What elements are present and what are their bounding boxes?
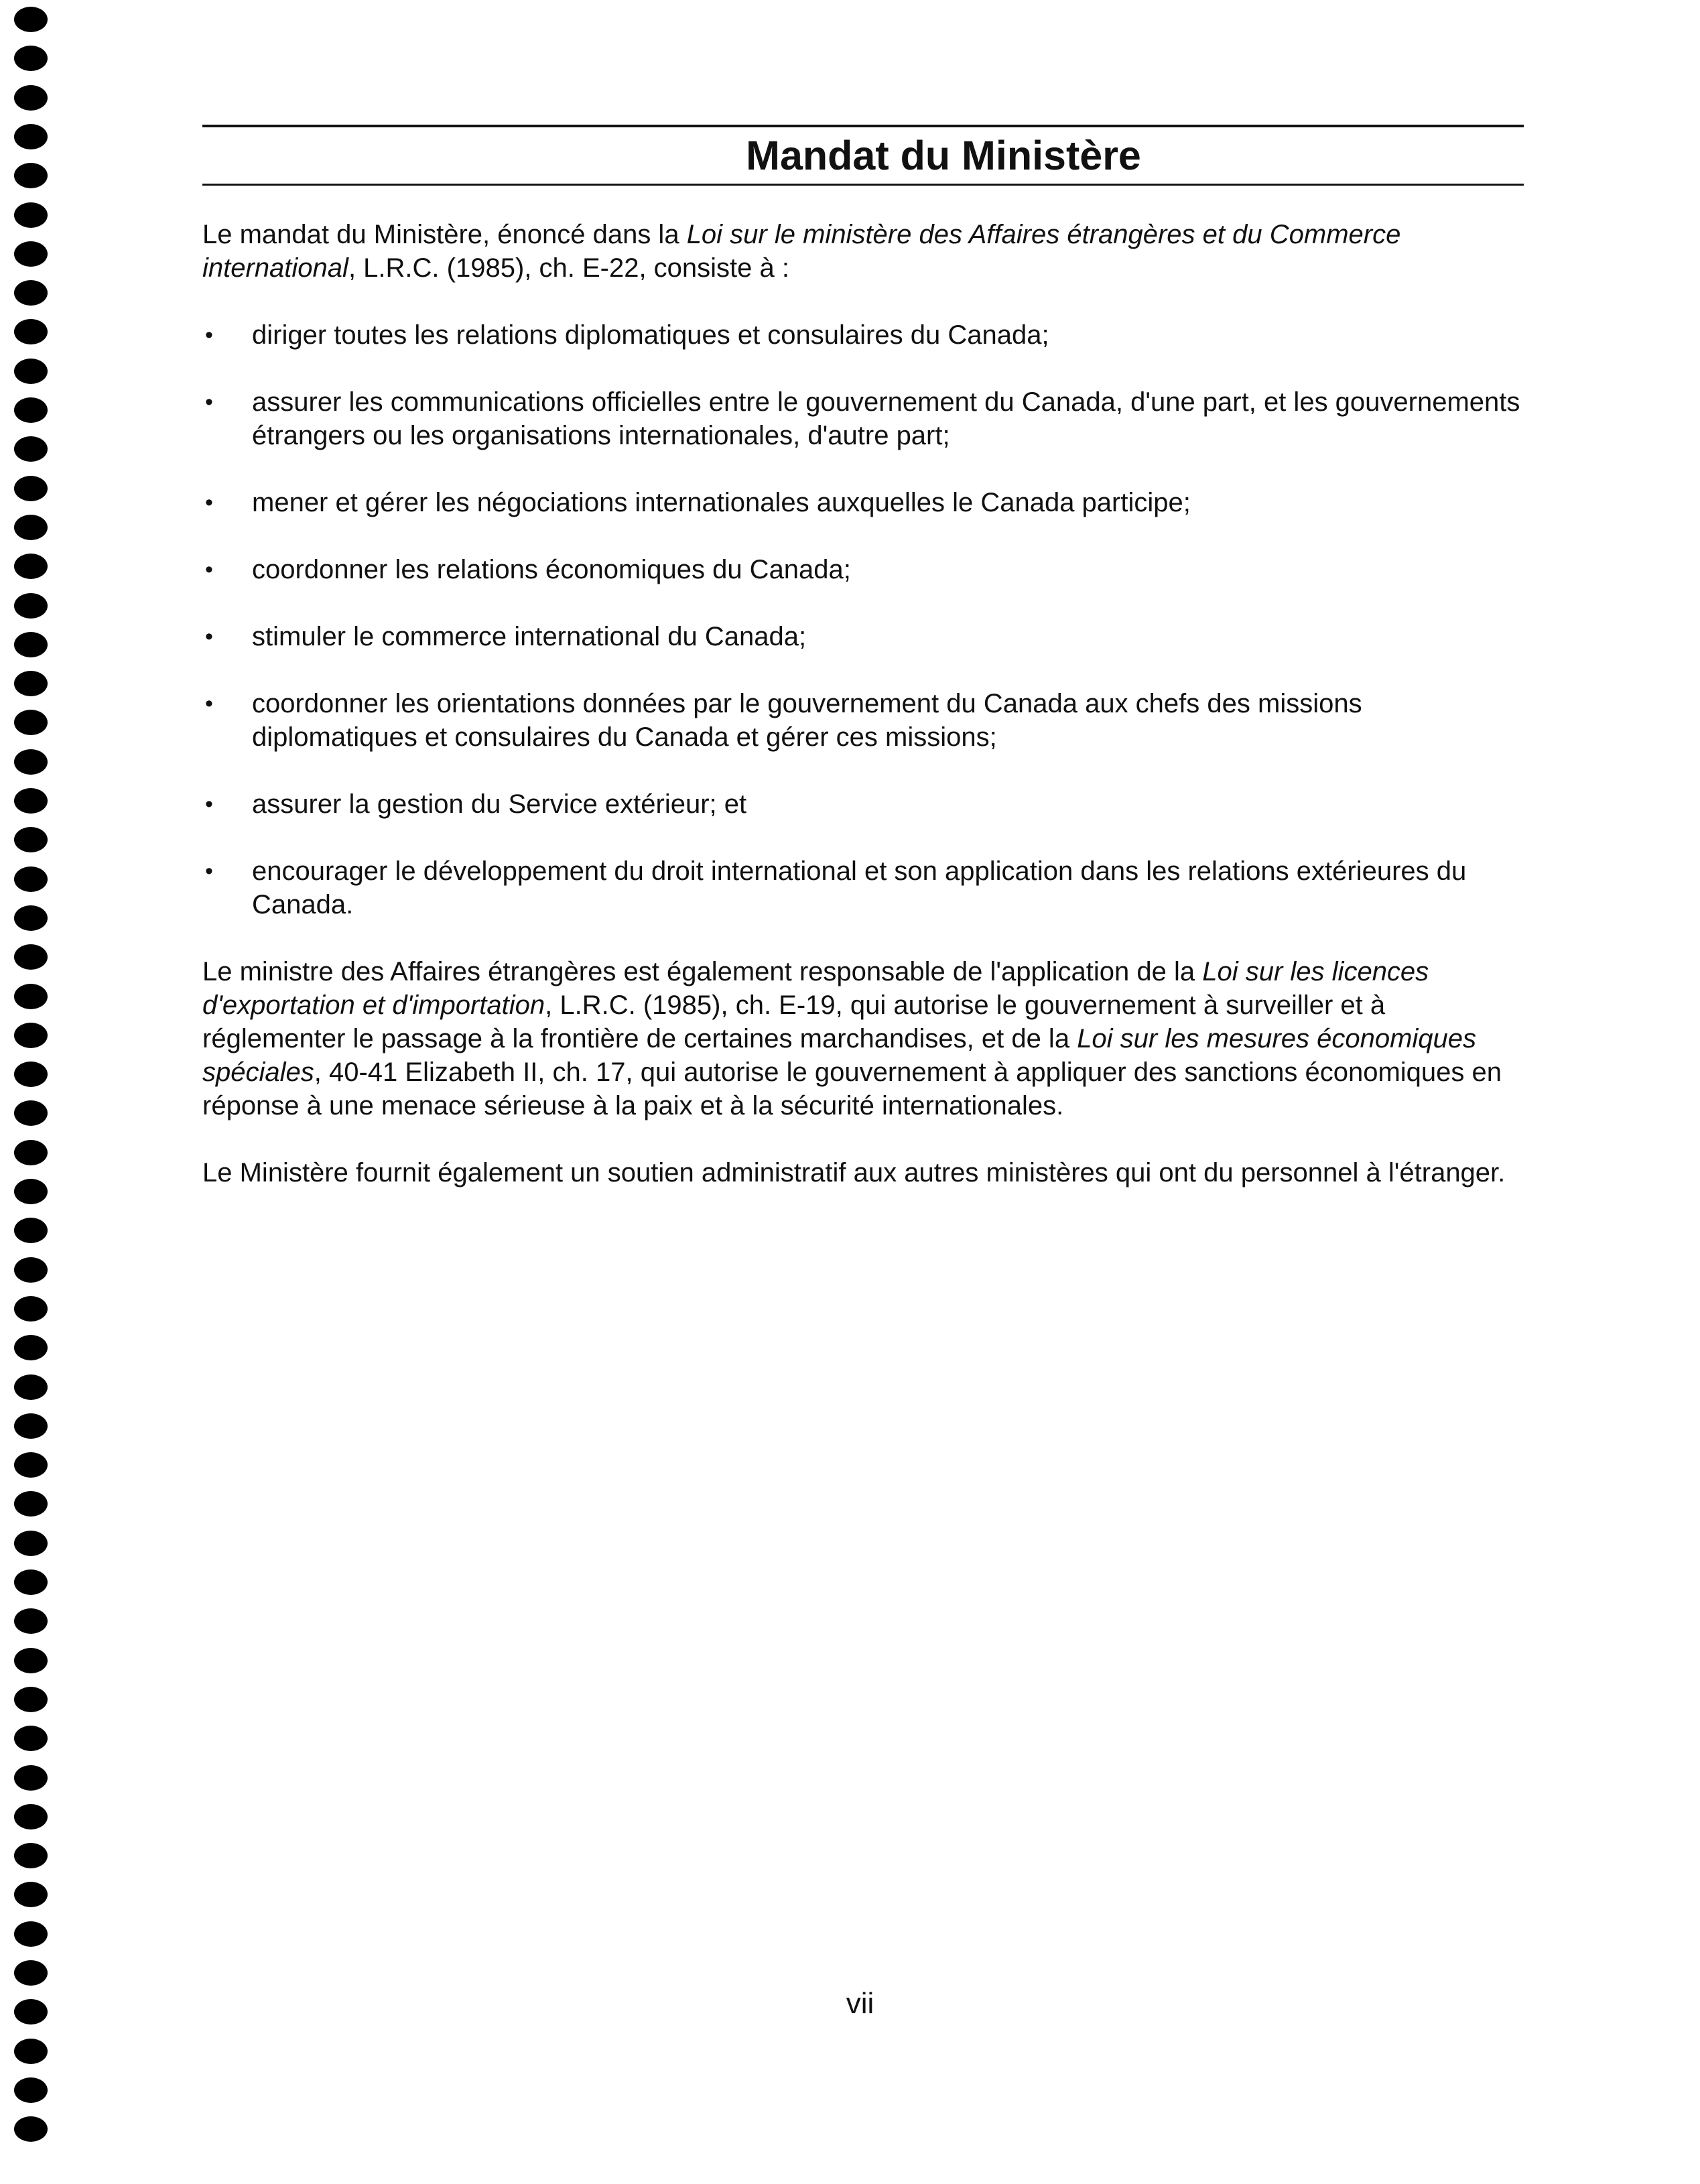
binding-hole bbox=[14, 671, 48, 696]
binding-hole bbox=[14, 710, 48, 735]
binding-hole bbox=[14, 1726, 48, 1751]
list-item bbox=[202, 385, 1524, 452]
binding-hole bbox=[14, 1179, 48, 1204]
bullet-icon: • bbox=[205, 791, 213, 817]
binding-hole bbox=[14, 46, 48, 71]
binding-hole bbox=[14, 1804, 48, 1829]
intro-text-2: , L.R.C. (1985), ch. E-22, consiste à : bbox=[348, 253, 790, 283]
binding-hole bbox=[14, 163, 48, 188]
binding-hole bbox=[14, 1687, 48, 1712]
list-item bbox=[202, 318, 1524, 352]
export-import-paragraph bbox=[202, 955, 1524, 1122]
binding-hole bbox=[14, 476, 48, 501]
binding-hole bbox=[14, 1491, 48, 1517]
list-item bbox=[202, 620, 1524, 653]
binding-hole bbox=[14, 397, 48, 423]
binding-hole bbox=[14, 359, 48, 384]
binding-hole bbox=[14, 944, 48, 970]
binding-hole bbox=[14, 1140, 48, 1165]
binding-hole bbox=[14, 1218, 48, 1243]
bullet-icon: • bbox=[205, 557, 213, 582]
binding-hole bbox=[14, 2116, 48, 2142]
paragraph-text-1: Le ministre des Affaires étrangères est également responsable de l'application de la bbox=[202, 957, 1203, 986]
bullet-icon: • bbox=[205, 624, 213, 649]
intro-paragraph bbox=[202, 218, 1524, 285]
binding-hole bbox=[14, 2039, 48, 2064]
intro-act-title: Loi sur le ministère des Affaires étrangères et du Commerce international bbox=[202, 220, 1401, 283]
act-title-sanctions: Loi sur les mesures économiques spéciales bbox=[202, 1024, 1477, 1087]
list-item-text: coordonner les orientations données par le gouvernement du Canada aux chefs des missions diplomatiques et consulaires du Canada et gérer ces missions; bbox=[252, 689, 1362, 752]
binding-hole bbox=[14, 1023, 48, 1048]
binding-hole bbox=[14, 319, 48, 344]
list-item bbox=[202, 854, 1524, 921]
binding-hole bbox=[14, 124, 48, 149]
binding-hole bbox=[14, 1882, 48, 1907]
list-item-text: diriger toutes les relations diplomatiques et consulaires du Canada; bbox=[252, 320, 1049, 350]
binding-hole bbox=[14, 1608, 48, 1634]
mandate-list bbox=[202, 318, 1524, 921]
binding-hole bbox=[14, 241, 48, 267]
list-item-text: assurer les communications officielles entre le gouvernement du Canada, d'une part, et les gouvernements étrangers ou les organisations internationales, d'autre part; bbox=[252, 387, 1520, 450]
binding-hole bbox=[14, 1374, 48, 1400]
binding-hole bbox=[14, 905, 48, 931]
bullet-icon: • bbox=[205, 389, 213, 415]
bullet-icon: • bbox=[205, 691, 213, 716]
binding-holes bbox=[0, 0, 47, 2184]
page-number: vii bbox=[846, 1987, 874, 2020]
binding-hole bbox=[14, 1569, 48, 1595]
binding-hole bbox=[14, 515, 48, 540]
list-item bbox=[202, 553, 1524, 586]
binding-hole bbox=[14, 2077, 48, 2103]
bullet-icon: • bbox=[205, 490, 213, 515]
binding-hole bbox=[14, 1452, 48, 1478]
binding-hole bbox=[14, 1648, 48, 1673]
paragraph-text-3: , 40-41 Elizabeth II, ch. 17, qui autorise le gouvernement à appliquer des sanctions économiques en réponse à une menace sérieuse à la paix et à la sécurité internationales. bbox=[202, 1057, 1502, 1120]
list-item-text: mener et gérer les négociations internationales auxquelles le Canada participe; bbox=[252, 488, 1191, 517]
binding-hole bbox=[14, 1100, 48, 1126]
binding-hole bbox=[14, 1843, 48, 1868]
binding-hole bbox=[14, 436, 48, 462]
page-content bbox=[202, 125, 1524, 1190]
binding-hole bbox=[14, 280, 48, 306]
binding-hole bbox=[14, 1062, 48, 1087]
binding-hole bbox=[14, 1960, 48, 1986]
list-item-text: stimuler le commerce international du Canada; bbox=[252, 622, 807, 651]
list-item bbox=[202, 486, 1524, 519]
list-item-text: assurer la gestion du Service extérieur; et bbox=[252, 789, 747, 819]
binding-hole bbox=[14, 7, 48, 32]
binding-hole bbox=[14, 1335, 48, 1360]
binding-hole bbox=[14, 749, 48, 775]
binding-hole bbox=[14, 866, 48, 892]
binding-hole bbox=[14, 788, 48, 814]
binding-hole bbox=[14, 85, 48, 111]
binding-hole bbox=[14, 1257, 48, 1283]
list-item bbox=[202, 787, 1524, 821]
intro-text-1: Le mandat du Ministère, énoncé dans la bbox=[202, 220, 687, 249]
support-paragraph: Le Ministère fournit également un soutien administratif aux autres ministères qui ont du personnel à l'étranger. bbox=[202, 1158, 1506, 1187]
page-title: Mandat du Ministère bbox=[746, 133, 1141, 178]
bullet-icon: • bbox=[205, 322, 213, 348]
binding-hole bbox=[14, 1413, 48, 1439]
binding-hole bbox=[14, 1921, 48, 1947]
title-bottom-rule bbox=[202, 184, 1524, 186]
list-item-text: coordonner les relations économiques du Canada; bbox=[252, 555, 851, 584]
binding-hole bbox=[14, 202, 48, 228]
binding-hole bbox=[14, 632, 48, 657]
paragraph-text-2: , L.R.C. (1985), ch. E-19, qui autorise le gouvernement à surveiller et à réglementer le passage à la frontière de certaines marchandises, et de la bbox=[202, 990, 1386, 1053]
binding-hole bbox=[14, 827, 48, 852]
binding-hole bbox=[14, 593, 48, 619]
binding-hole bbox=[14, 554, 48, 579]
binding-hole bbox=[14, 1531, 48, 1556]
act-title-export: Loi sur les licences d'exportation et d'importation bbox=[202, 957, 1429, 1020]
binding-hole bbox=[14, 1765, 48, 1791]
list-item bbox=[202, 687, 1524, 754]
list-item-text: encourager le développement du droit international et son application dans les relations extérieures du Canada. bbox=[252, 856, 1467, 919]
binding-hole bbox=[14, 1296, 48, 1322]
binding-hole bbox=[14, 984, 48, 1009]
bullet-icon: • bbox=[205, 858, 213, 884]
